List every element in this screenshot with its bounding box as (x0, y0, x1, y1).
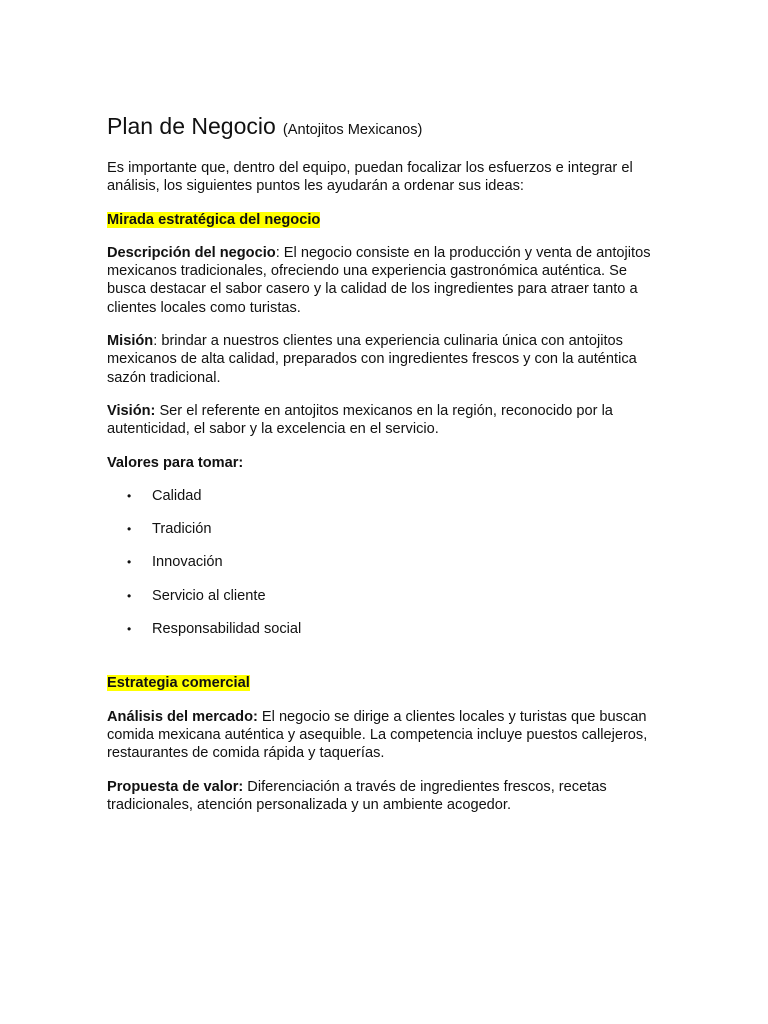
section-heading-strategic-text: Mirada estratégica del negocio (107, 211, 321, 228)
mercado-text: El negocio se dirige a clientes locales y turistas que buscan comida mexicana auténtica y asequible. La competencia incluye puestos callejeros, restaurantes de comida rápida y taquerías. (107, 708, 648, 762)
list-item-text: Innovación (152, 554, 223, 571)
list-item-text: Servicio al cliente (152, 587, 266, 604)
bullet-icon: • (127, 622, 132, 637)
propuesta-text: Diferenciación a través de ingredientes frescos, recetas tradicionales, atención personalizada y un ambiente acogedor. (107, 778, 607, 813)
list-item (107, 587, 667, 605)
descripcion-label: Descripción del negocio (107, 244, 276, 261)
list-item-text: Tradición (152, 521, 212, 538)
mision-paragraph (107, 332, 667, 387)
list-item (107, 520, 667, 538)
intro-paragraph: Es importante que, dentro del equipo, puedan focalizar los esfuerzos e integrar el análisis, los siguientes puntos les ayudarán a ordenar sus ideas: (107, 160, 633, 195)
bullet-icon: • (127, 555, 132, 570)
propuesta-paragraph (107, 778, 667, 815)
list-item-text: Calidad (152, 487, 202, 504)
section-spacer (107, 653, 667, 674)
mision-label: Misión (107, 333, 154, 350)
document-page (107, 112, 667, 829)
descripcion-paragraph (107, 244, 667, 317)
list-item (107, 487, 667, 505)
valores-heading (107, 454, 667, 472)
bullet-icon: • (127, 522, 132, 537)
descripcion-text: : El negocio consiste en la producción y venta de antojitos mexicanos tradicionales, ofreciendo una experiencia gastronómica auténtica. Se busca destacar el sabor casero y la calidad de los ingredientes para atraer tanto a clientes locales como turistas. (107, 244, 651, 316)
list-item (107, 553, 667, 571)
mercado-paragraph (107, 708, 667, 763)
section-heading-commercial-text: Estrategia comercial (107, 675, 250, 692)
document-title-line (107, 112, 667, 144)
list-item-text: Responsabilidad social (152, 621, 302, 638)
mision-text: : brindar a nuestros clientes una experiencia culinaria única con antojitos mexicanos de alta calidad, preparados con ingredientes frescos y con la auténtica sazón tradicional. (107, 333, 637, 386)
bullet-icon: • (127, 488, 132, 503)
mercado-label: Análisis del mercado: (107, 708, 258, 725)
page-title: Plan de Negocio (107, 113, 276, 139)
list-item (107, 620, 667, 638)
propuesta-label: Propuesta de valor: (107, 778, 244, 795)
vision-text: Ser el referente en antojitos mexicanos en la región, reconocido por la autenticidad, el sabor y la excelencia en el servicio. (107, 402, 613, 438)
vision-paragraph (107, 402, 667, 439)
section-heading-strategic (107, 211, 667, 229)
vision-label: Visión: (107, 402, 156, 419)
page-subtitle: (Antojitos Mexicanos) (282, 122, 423, 138)
bullet-icon: • (127, 588, 132, 603)
values-list (107, 487, 667, 638)
section-heading-commercial (107, 674, 667, 692)
valores-label: Valores para tomar: (107, 454, 244, 471)
